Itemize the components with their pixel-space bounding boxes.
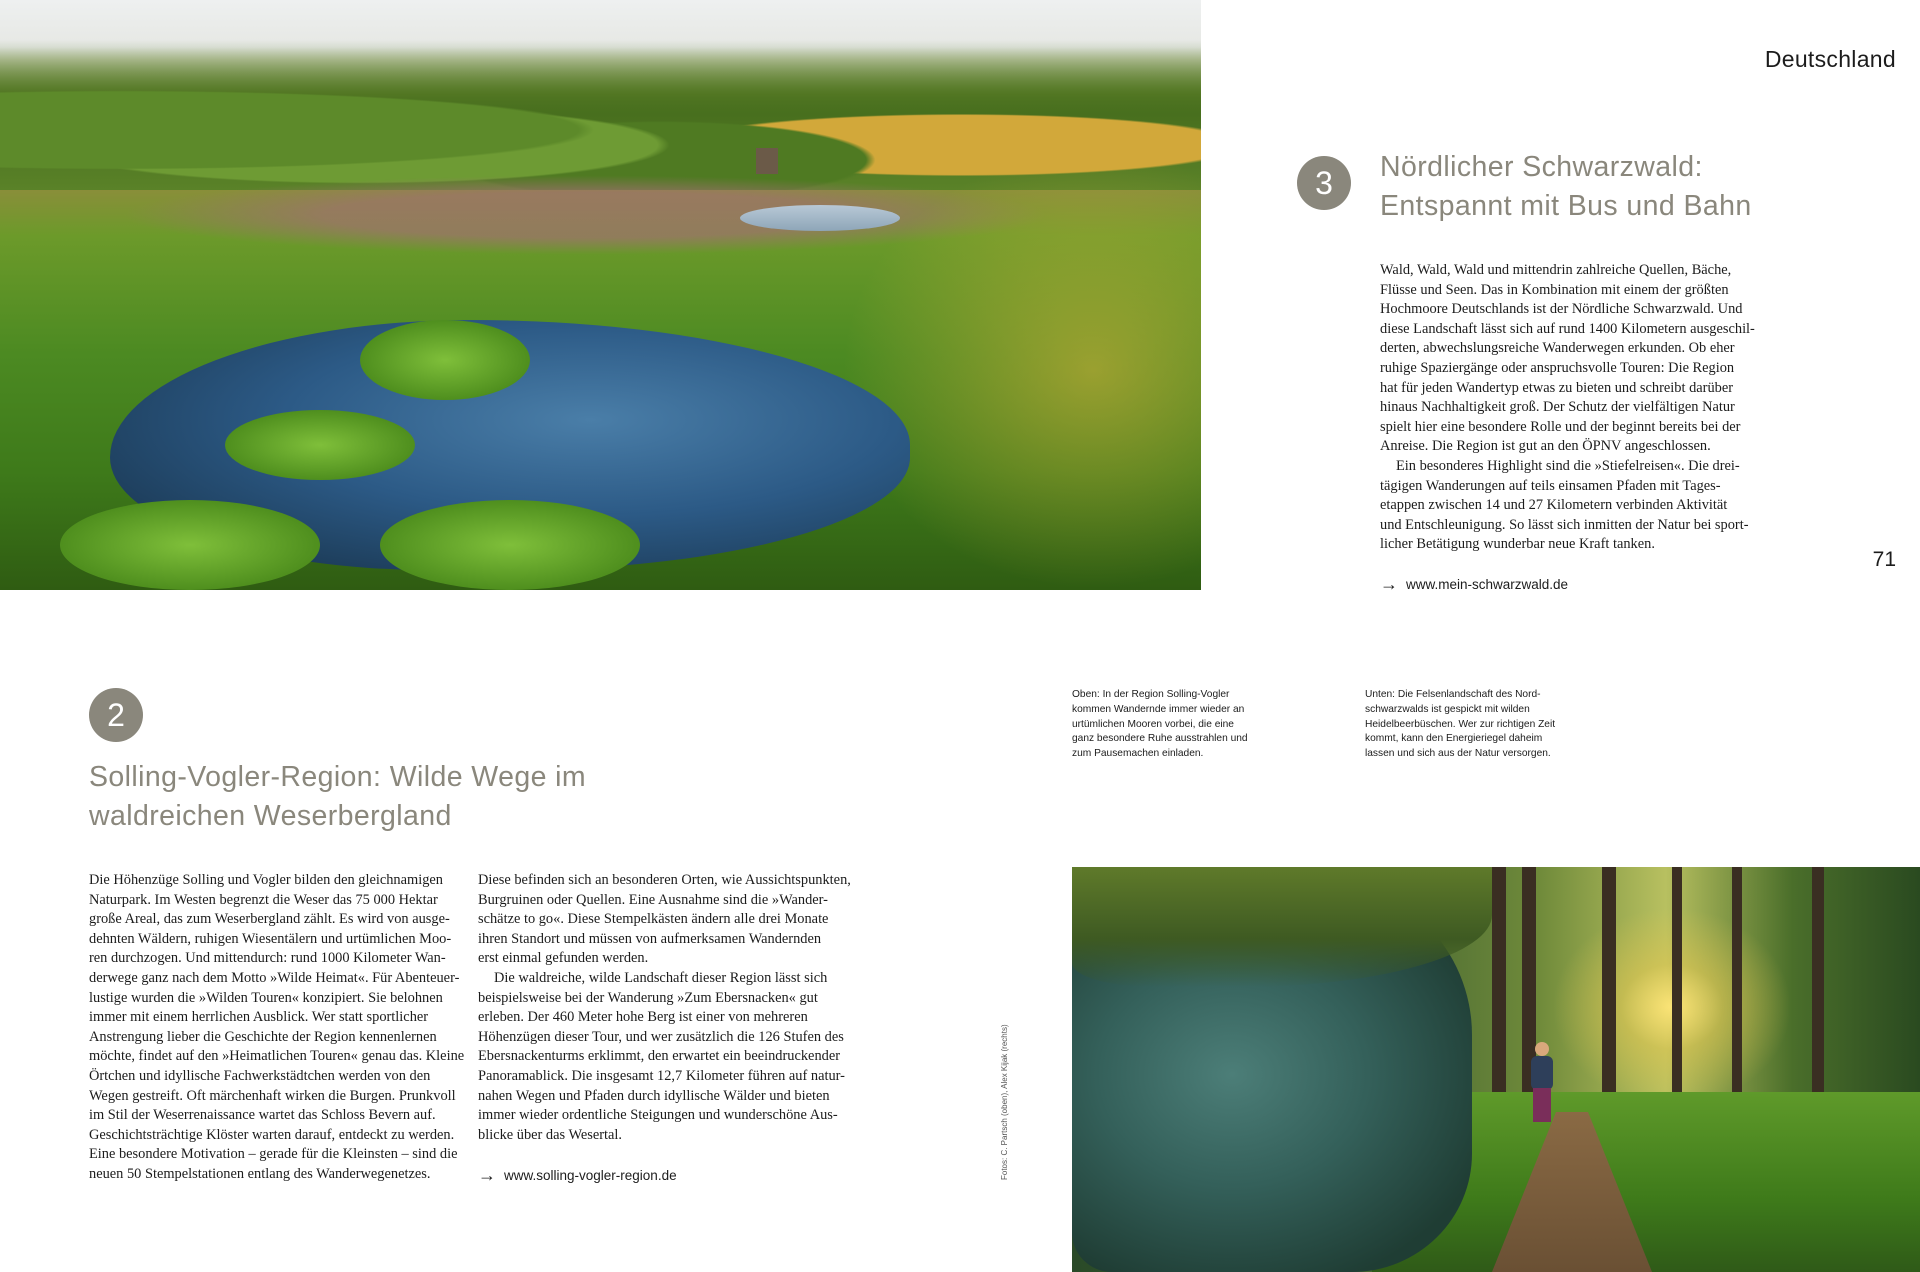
- text-line: erst einmal gefunden werden.: [478, 950, 649, 967]
- heading-line: waldreichen Weserbergland: [89, 800, 452, 832]
- photo-caption-bottom: [1365, 688, 1555, 762]
- text-line: nahen Wegen und Pfaden durch idyllische Wälder und bieten: [478, 1087, 830, 1104]
- text-line: hat für jeden Wandertyp etwas zu bieten und schreibt darüber: [1380, 379, 1734, 396]
- text-line: und Entschleunigung. So lässt sich inmitten der Natur bei sport-: [1380, 516, 1749, 533]
- text-line: Wald, Wald, Wald und mittendrin zahlreiche Quellen, Bäche,: [1380, 262, 1732, 278]
- text-line: Die waldreiche, wilde Landschaft dieser Region lässt sich: [494, 969, 828, 986]
- section-heading: [1380, 148, 1752, 226]
- section-heading: [89, 758, 586, 836]
- text-line: immer wieder ordentliche Steigungen und wunderschöne Aus-: [478, 1107, 838, 1124]
- text-line: spielt hier eine besondere Rolle und der beginnt bereits bei der: [1380, 418, 1741, 435]
- text-line: ruhige Spaziergänge oder anspruchsvolle Touren: Die Region: [1380, 359, 1735, 376]
- text-line: derten, abwechslungsreiche Wanderwegen erkunden. Ob eher: [1380, 340, 1735, 357]
- text-line: Höhenzügen dieser Tour, und wer zusätzlich die 126 Stufen des: [478, 1028, 844, 1045]
- moor-landscape-photo: [0, 0, 1201, 590]
- text-line: große Areal, das zum Weserbergland zählt. Es wird von ausge-: [89, 911, 450, 928]
- website-link-solling-vogler[interactable]: [478, 1166, 677, 1184]
- text-line: Wegen gestreift. Oft märchenhaft wirken die Burgen. Prunkvoll: [89, 1087, 456, 1104]
- arrow-right-icon: →: [478, 1165, 496, 1185]
- text-line: blicke über das Wesertal.: [478, 1126, 623, 1143]
- text-line: lustige wurden die »Wilden Touren« konzipiert. Sie belohnen: [89, 989, 443, 1006]
- text-line: ihren Standort und müssen von aufmerksamen Wandernden: [478, 930, 822, 947]
- hiker-figure: [1527, 1042, 1557, 1122]
- text-line: schätze to go«. Diese Stempelkästen ändern alle drei Monate: [478, 911, 829, 928]
- caption-line: Heidelbeerbüschen. Wer zur richtigen Zeit: [1365, 718, 1556, 730]
- text-line: etappen zwischen 14 und 27 Kilometern verbinden Aktivität: [1380, 497, 1728, 514]
- text-line: Anreise. Die Region ist gut an den ÖPNV angeschlossen.: [1380, 438, 1711, 455]
- text-line: Naturpark. Im Westen begrenzt die Weser das 75 000 Hektar: [89, 891, 438, 908]
- website-link-schwarzwald[interactable]: [1380, 575, 1568, 593]
- text-line: licher Betätigung wunderbar neue Kraft tanken.: [1380, 536, 1655, 553]
- caption-line: ganz besondere Ruhe ausstrahlen und: [1072, 733, 1248, 745]
- text-line: Die Höhenzüge Solling und Vogler bilden den gleichnamigen: [89, 872, 443, 888]
- text-line: Diese befinden sich an besonderen Orten, wie Aussichtspunkten,: [478, 872, 851, 888]
- text-line: neuen 50 Stempelstationen entlang des Wanderwegenetzes.: [89, 1165, 431, 1182]
- text-line: Ein besonderes Highlight sind die »Stiefelreisen«. Die drei-: [1396, 457, 1740, 474]
- text-line: hinaus Nachhaltigkeit groß. Der Schutz der vielfältigen Natur: [1380, 399, 1735, 416]
- heading-line: Nördlicher Schwarzwald:: [1380, 151, 1703, 183]
- link-text: www.mein-schwarzwald.de: [1406, 576, 1569, 592]
- caption-line: Unten: Die Felsenlandschaft des Nord-: [1365, 689, 1541, 700]
- article-text-column-2: [478, 871, 851, 1145]
- text-line: derwege ganz nach dem Motto »Wilde Heimat«. Für Abenteuer-: [89, 969, 460, 986]
- caption-line: urtümlichen Mooren vorbei, die eine: [1072, 718, 1234, 730]
- text-line: tägigen Wanderungen auf teils einsamen Pfaden mit Tages-: [1380, 477, 1721, 494]
- article-text: [1380, 261, 1755, 555]
- text-line: Hochmoore Deutschlands ist der Nördliche Schwarzwald. Und: [1380, 301, 1743, 318]
- heading-line: Entspannt mit Bus und Bahn: [1380, 190, 1752, 222]
- section-number-badge: 3: [1297, 156, 1351, 210]
- text-line: immer mit einem herrlichen Ausblick. Wer statt sportlicher: [89, 1009, 429, 1026]
- heading-line: Solling-Vogler-Region: Wilde Wege im: [89, 761, 587, 793]
- photo-caption-top: [1072, 688, 1248, 762]
- article-text-column-1: [89, 871, 464, 1185]
- section-number-badge: 2: [89, 688, 143, 742]
- forest-hiker-photo: [1072, 867, 1920, 1272]
- text-line: Örtchen und idyllische Fachwerkstädtchen werden von den: [89, 1067, 431, 1084]
- text-line: im Stil der Weserrenaissance wartet das Schloss Bevern auf.: [89, 1107, 436, 1124]
- text-line: Panoramablick. Die insgesamt 12,7 Kilometer führen auf natur-: [478, 1067, 845, 1084]
- text-line: Burgruinen oder Quellen. Eine Ausnahme sind die »Wander-: [478, 891, 828, 908]
- caption-line: kommen Wandernde immer wieder an: [1072, 703, 1245, 715]
- caption-line: zum Pausemachen einladen.: [1072, 748, 1204, 760]
- text-line: diese Landschaft lässt sich auf rund 1400 Kilometern ausgeschil-: [1380, 320, 1755, 337]
- caption-line: kommt, kann den Energieriegel daheim: [1365, 733, 1543, 745]
- link-text: www.solling-vogler-region.de: [504, 1167, 677, 1183]
- text-line: Anstrengung lieber die Geschichte der Region kennenlernen: [89, 1028, 437, 1045]
- text-line: Ebersnackenturms erklimmt, den erwartet ein beeindruckender: [478, 1048, 841, 1065]
- text-line: dehnten Wäldern, ruhigen Wiesentälern und urtümlichen Moo-: [89, 930, 452, 947]
- caption-line: schwarzwalds ist gespickt mit wilden: [1365, 703, 1530, 715]
- text-line: Flüsse und Seen. Das in Kombination mit einem der größten: [1380, 281, 1729, 298]
- caption-line: lassen und sich aus der Natur versorgen.: [1365, 748, 1551, 760]
- text-line: Geschichtsträchtige Klöster warten darauf, entdeckt zu werden.: [89, 1126, 455, 1143]
- text-line: möchte, findet auf den »Heimatlichen Touren« genau das. Kleine: [89, 1048, 465, 1065]
- arrow-right-icon: →: [1380, 574, 1398, 594]
- photo-credit: Fotos: C. Partsch (oben), Alex Kijak (rechts): [1000, 1024, 1009, 1180]
- caption-line: Oben: In der Region Solling-Vogler: [1072, 689, 1230, 700]
- text-line: ren durchzogen. Und mittendurch: rund 1000 Kilometer Wan-: [89, 950, 446, 967]
- page-number: 71: [1872, 548, 1896, 571]
- text-line: beispielsweise bei der Wanderung »Zum Ebersnacken« gut: [478, 989, 818, 1006]
- text-line: erleben. Der 460 Meter hohe Berg ist einer von mehreren: [478, 1009, 808, 1026]
- text-line: Eine besondere Motivation – gerade für die Kleinsten – sind die: [89, 1146, 458, 1163]
- section-label-country: Deutschland: [1764, 46, 1896, 72]
